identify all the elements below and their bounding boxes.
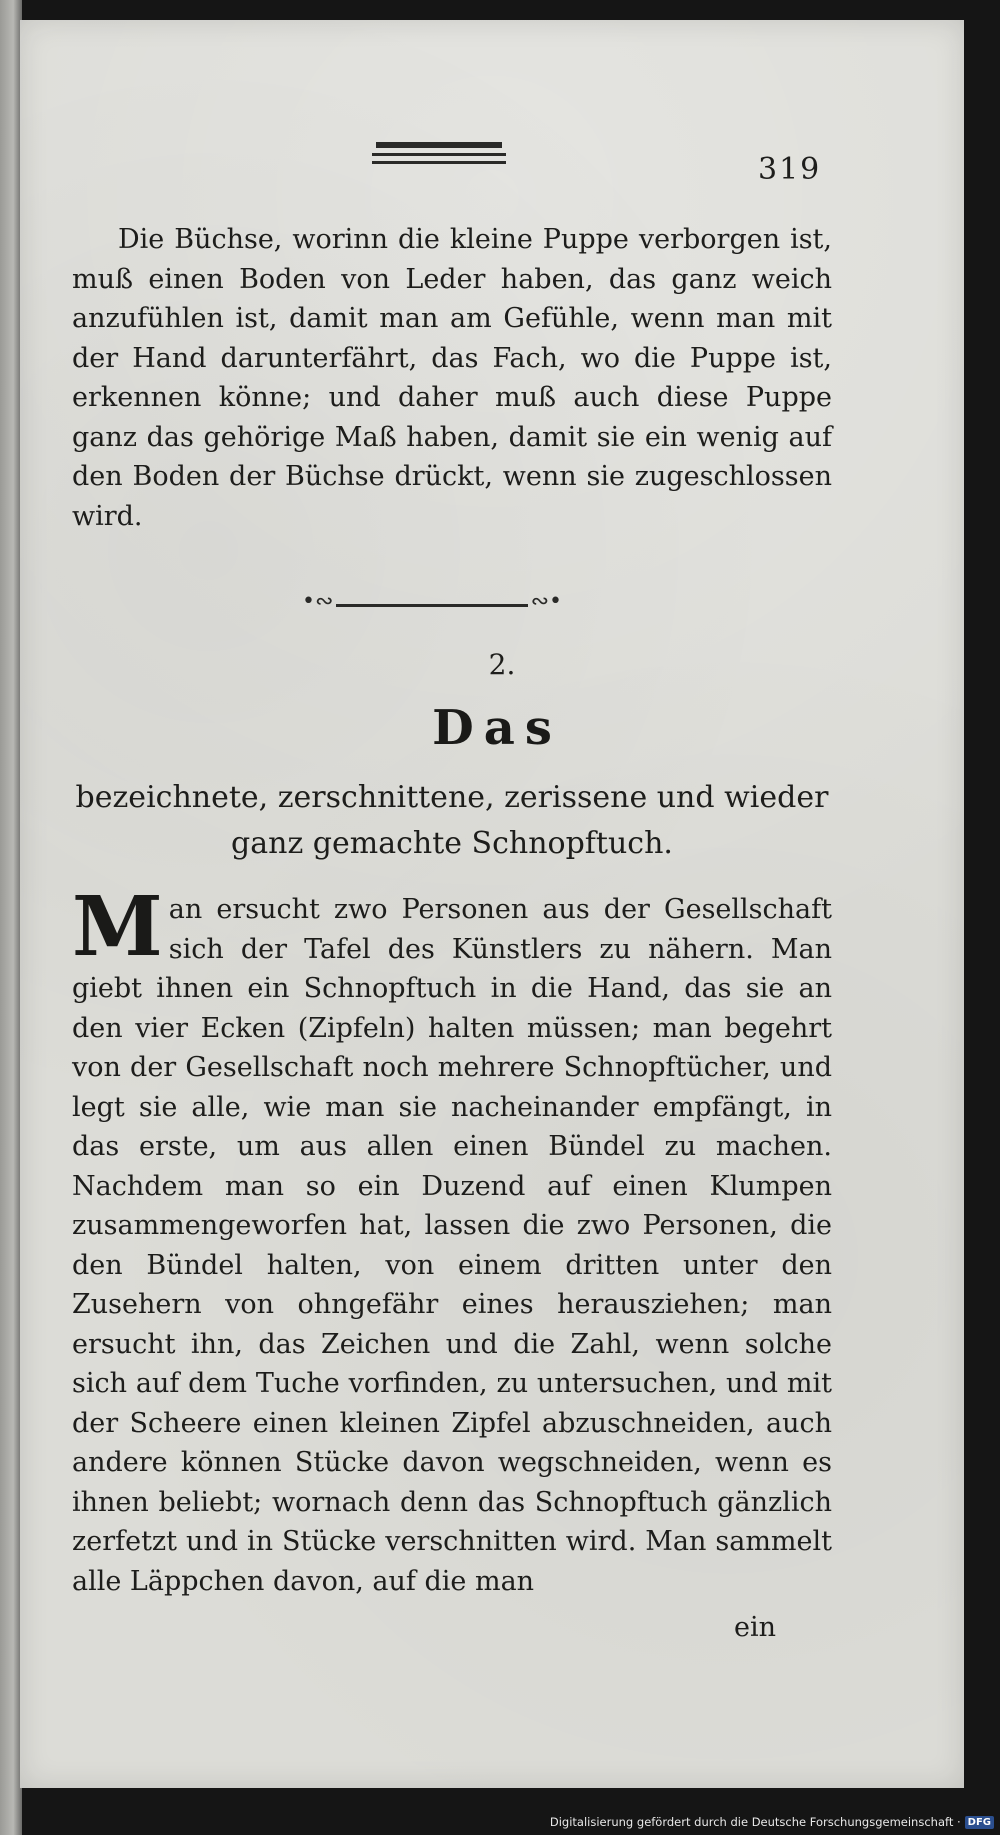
divider-flourish-right-icon: ∾• <box>530 589 562 614</box>
section-number: 2. <box>488 648 516 681</box>
paragraph-2 <box>72 879 832 1601</box>
paragraph-2-text: an ersucht zwo Personen aus der Gesellschaft sich der Tafel des Künstlers zu nähern. Man giebt ihnen ein Schnopftuch in die Hand, das sie an den vier Ecken (Zipfeln) halten müssen; man begehrt von der Gesellschaft noch mehrere Schnopftücher, und legt sie alle, wie man sie nacheinander empfängt, in das erste, um aus allen einen Bündel zu machen. Nachdem man so ein Duzend auf einen Klumpen zusammengeworfen hat, lassen die zwo Personen, die den Bündel halten, von einem dritten unter den Zusehern von ohngefähr eines herausziehen; man ersucht ihn, das Zeichen und die Zahl, wenn solche sich auf dem Tuche vorfinden, zu untersuchen, und mit der Scheere einen kleinen Zipfel abzuschneiden, auch andere können Stücke davon wegschneiden, wenn es ihnen beliebt; wornach denn das Schnopftuch gänzlich zerfetzt und in Stücke verschnitten wird. Man sammelt alle Läppchen davon, auf die man <box>72 894 832 1597</box>
subtitle-line-2: ganz gemachte Schnopftuch. <box>231 826 673 861</box>
page-number: 319 <box>758 152 822 187</box>
drop-cap: M <box>72 879 163 975</box>
divider-line <box>336 604 528 607</box>
book-page <box>20 20 964 1788</box>
paragraph-1: Die Büchse, worinn die kleine Puppe verborgen ist, muß einen Boden von Leder haben, das ganz weich anzufühlen ist, damit man am Gefühle, wenn man mit der Hand darunterfährt, das Fach, wo die Puppe ist, erkennen könne; und daher muß auch diese Puppe ganz das gehörige Maß haben, damit sie ein wenig auf den Boden der Büchse drückt, wenn sie zugeschlossen wird. <box>72 224 832 532</box>
dfg-logo: DFG <box>965 1816 994 1829</box>
divider-flourish-left-icon: •∾ <box>302 589 334 614</box>
header-rule-thin-2 <box>372 161 506 164</box>
header-rule-ornament <box>372 142 506 170</box>
subtitle-line-1: bezeichnete, zerschnittene, zerissene und wieder <box>75 780 829 815</box>
section-subtitle <box>72 775 832 867</box>
section-title: Das <box>432 700 562 756</box>
footer-credit-text: Digitalisierung gefördert durch die Deutsche Forschungsgemeinschaft · <box>549 1815 961 1829</box>
header-rule-thick <box>376 142 502 148</box>
digitization-footer <box>550 1811 994 1833</box>
section-divider-ornament <box>302 589 562 617</box>
facing-page-edge <box>0 0 22 1835</box>
catchword: ein <box>734 1612 777 1643</box>
header-rule-thin-1 <box>372 153 506 156</box>
